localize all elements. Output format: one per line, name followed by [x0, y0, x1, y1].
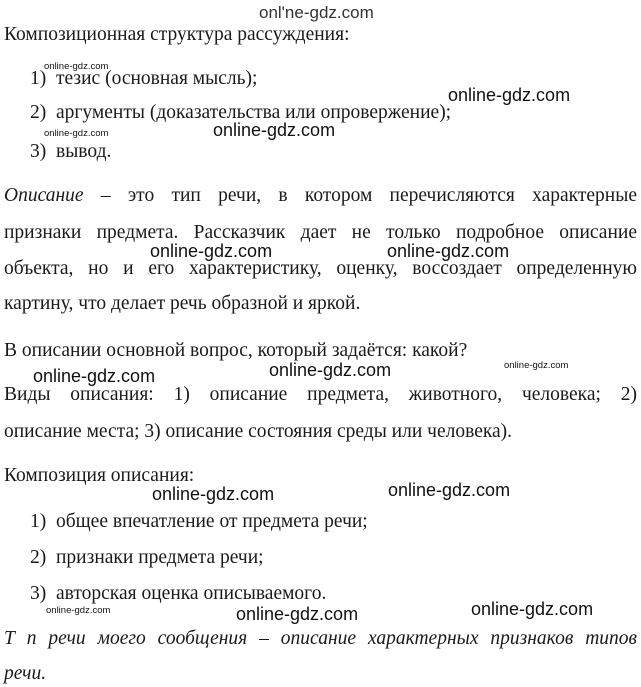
composition-item-1 — [30, 510, 637, 534]
watermark: online-gdz.com — [471, 599, 594, 619]
watermark-small: online-gdz.com — [44, 61, 109, 72]
description-line-2: признаки предмета. Рассказчик дает не только подробное описание — [4, 222, 637, 243]
description-line-4: картину, что делает речь образной и яркой. — [4, 293, 361, 314]
watermark: online-gdz.com — [152, 484, 275, 504]
description-line-3: объекта, но и его характеристику, оценку, воссоздает определенную — [4, 258, 637, 279]
conclusion-line-1: Т п речи моего сообщения – описание характерных признаков типов — [4, 628, 637, 649]
item-number: 1) — [30, 68, 47, 89]
question-line: В описании основной вопрос, который задаётся: какой? — [4, 340, 468, 361]
watermark-top: onl'ne-gdz.com — [259, 3, 374, 22]
kinds-line-1: Виды описания: 1) описание предмета, животного, человека; 2) — [4, 384, 637, 405]
watermark-small: online-gdz.com — [46, 605, 111, 616]
watermark: online-gdz.com — [388, 480, 511, 500]
item-text: признаки предмета речи; — [56, 547, 264, 568]
heading-reasoning: Композиционная структура рассуждения: — [4, 24, 350, 45]
item-text: вывод. — [56, 141, 112, 162]
description-line-1: Описание – это тип речи, в котором перечисляются характерные — [4, 185, 637, 206]
watermark: online-gdz.com — [269, 360, 392, 380]
composition-item-2 — [30, 546, 637, 570]
item-text: общее впечатление от предмета речи; — [56, 511, 368, 532]
watermark-small: online-gdz.com — [44, 128, 109, 139]
item-number: 3) — [30, 583, 47, 604]
watermark: online-gdz.com — [236, 604, 359, 624]
watermark: online-gdz.com — [213, 120, 336, 140]
kinds-line-2: описание места; 3) описание состояния среды или человека). — [4, 421, 513, 442]
item-text: аргументы (доказательства или опровержение); — [56, 102, 452, 123]
item-number: 3) — [30, 141, 47, 162]
reasoning-item-3 — [30, 140, 637, 164]
watermark: online-gdz.com — [448, 85, 571, 105]
watermark: online-gdz.com — [387, 241, 510, 261]
watermark: online-gdz.com — [150, 241, 273, 261]
item-text: тезис (основная мысль); — [56, 68, 258, 89]
item-text: авторская оценка описываемого. — [56, 583, 327, 604]
description-term: Описание — [4, 185, 84, 206]
watermark-small: online-gdz.com — [504, 360, 569, 371]
watermark: online-gdz.com — [33, 366, 156, 386]
item-number: 1) — [30, 511, 47, 532]
item-number: 2) — [30, 547, 47, 568]
item-number: 2) — [30, 102, 47, 123]
heading-composition: Композиция описания: — [4, 465, 195, 486]
conclusion-line-2: речи. — [4, 663, 47, 684]
